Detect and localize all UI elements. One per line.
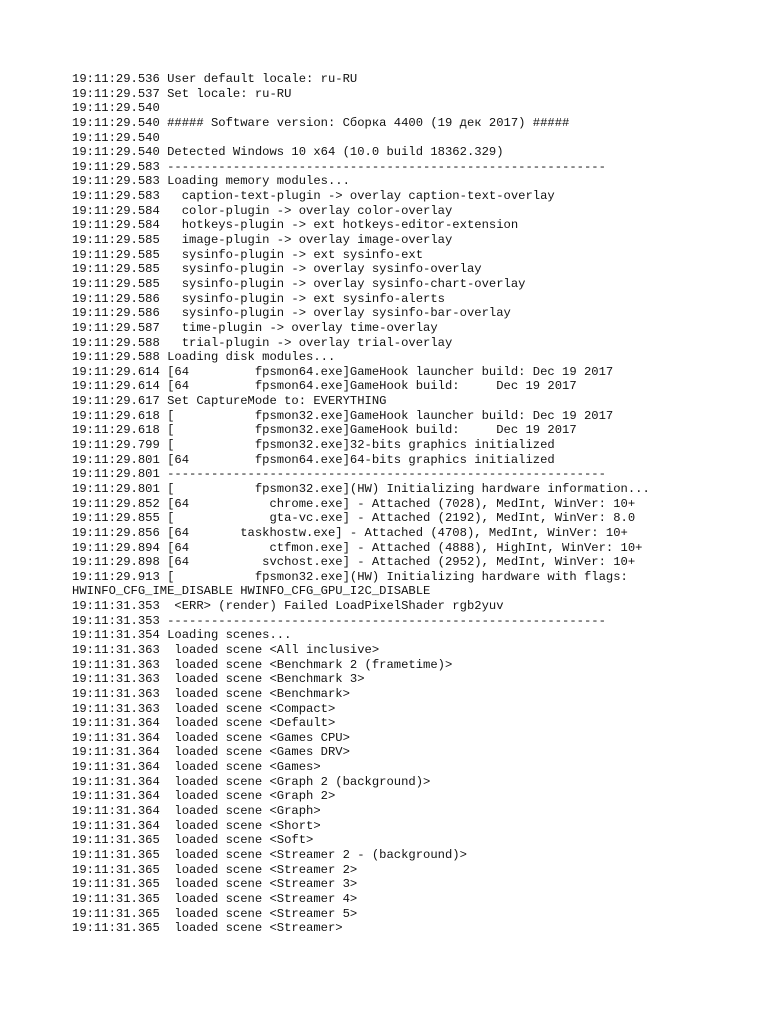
log-line: 19:11:31.363 loaded scene <All inclusive> (72, 642, 380, 657)
log-line: 19:11:29.540 (72, 101, 160, 116)
log-line: 19:11:29.585 image-plugin -> overlay image-overlay (72, 233, 453, 248)
log-line: 19:11:29.584 color-plugin -> overlay color-overlay (72, 203, 453, 218)
log-line: 19:11:29.801 ------------------------------------------------------------ (72, 467, 606, 482)
log-line: 19:11:31.364 loaded scene <Games DRV> (72, 745, 350, 760)
log-line: 19:11:29.801 [64 fpsmon64.exe]64-bits graphics initialized (72, 452, 555, 467)
log-line: HWINFO_CFG_IME_DISABLE HWINFO_CFG_GPU_I2C_DISABLE (72, 584, 431, 599)
log-line: 19:11:29.898 [64 svchost.exe] - Attached (2952), MedInt, WinVer: 10+ (72, 555, 636, 570)
log-line: 19:11:31.365 loaded scene <Soft> (72, 833, 314, 848)
log-line: 19:11:29.617 Set CaptureMode to: EVERYTHING (72, 394, 387, 409)
log-line: 19:11:29.585 sysinfo-plugin -> overlay sysinfo-overlay (72, 262, 482, 277)
log-line: 19:11:29.587 time-plugin -> overlay time-overlay (72, 320, 438, 335)
log-line: 19:11:31.365 loaded scene <Streamer> (72, 921, 343, 936)
log-line: 19:11:31.363 loaded scene <Benchmark 3> (72, 672, 365, 687)
log-line: 19:11:29.583 ------------------------------------------------------------ (72, 159, 606, 174)
log-line: 19:11:31.365 loaded scene <Streamer 4> (72, 891, 358, 906)
log-line: 19:11:31.363 loaded scene <Benchmark> (72, 686, 350, 701)
log-line: 19:11:29.618 [ fpsmon32.exe]GameHook launcher build: Dec 19 2017 (72, 408, 614, 423)
log-line: 19:11:29.540 Detected Windows 10 x64 (10.0 build 18362.329) (72, 145, 504, 160)
log-line: 19:11:31.364 loaded scene <Graph> (72, 804, 321, 819)
log-line: 19:11:29.618 [ fpsmon32.exe]GameHook build: Dec 19 2017 (72, 423, 577, 438)
log-line: 19:11:31.364 loaded scene <Short> (72, 818, 321, 833)
log-line: 19:11:29.583 caption-text-plugin -> overlay caption-text-overlay (72, 189, 555, 204)
log-line: 19:11:29.540 (72, 130, 160, 145)
log-line: 19:11:31.365 loaded scene <Streamer 2 - (background)> (72, 847, 467, 862)
log-line: 19:11:29.583 Loading memory modules... (72, 174, 350, 189)
log-line: 19:11:29.540 ##### Software version: Сборка 4400 (19 дек 2017) ##### (72, 115, 570, 130)
log-line: 19:11:31.364 loaded scene <Graph 2> (72, 789, 336, 804)
log-line: 19:11:31.365 loaded scene <Streamer 3> (72, 877, 358, 892)
log-line: 19:11:29.614 [64 fpsmon64.exe]GameHook build: Dec 19 2017 (72, 379, 577, 394)
log-line: 19:11:29.614 [64 fpsmon64.exe]GameHook launcher build: Dec 19 2017 (72, 364, 614, 379)
log-line: 19:11:31.365 loaded scene <Streamer 2> (72, 862, 358, 877)
log-line: 19:11:29.913 [ fpsmon32.exe](HW) Initializing hardware with flags: (72, 569, 628, 584)
log-line: 19:11:29.801 [ fpsmon32.exe](HW) Initializing hardware information... (72, 481, 650, 496)
log-line: 19:11:29.894 [64 ctfmon.exe] - Attached (4888), HighInt, WinVer: 10+ (72, 540, 643, 555)
log-line: 19:11:31.353 ------------------------------------------------------------ (72, 613, 606, 628)
log-line: 19:11:29.588 trial-plugin -> overlay trial-overlay (72, 335, 453, 350)
log-line: 19:11:31.365 loaded scene <Streamer 5> (72, 906, 358, 921)
log-line: 19:11:29.585 sysinfo-plugin -> ext sysinfo-ext (72, 247, 424, 262)
log-line: 19:11:29.586 sysinfo-plugin -> ext sysinfo-alerts (72, 291, 445, 306)
log-line: 19:11:31.364 loaded scene <Graph 2 (background)> (72, 774, 431, 789)
log-line: 19:11:31.364 loaded scene <Games> (72, 760, 321, 775)
log-line: 19:11:29.586 sysinfo-plugin -> overlay sysinfo-bar-overlay (72, 306, 511, 321)
log-line: 19:11:29.588 Loading disk modules... (72, 350, 336, 365)
log-line: 19:11:29.536 User default locale: ru-RU (72, 72, 358, 86)
log-line: 19:11:31.354 Loading scenes... (72, 628, 292, 643)
log-line: 19:11:29.585 sysinfo-plugin -> overlay sysinfo-chart-overlay (72, 276, 526, 291)
log-line: 19:11:31.363 loaded scene <Compact> (72, 701, 336, 716)
log-line: 19:11:31.353 <ERR> (render) Failed LoadPixelShader rgb2yuv (72, 599, 504, 614)
log-line: 19:11:31.364 loaded scene <Default> (72, 716, 336, 731)
log-line: 19:11:29.852 [64 chrome.exe] - Attached (7028), MedInt, WinVer: 10+ (72, 496, 636, 511)
log-line: 19:11:31.364 loaded scene <Games CPU> (72, 730, 350, 745)
log-line: 19:11:29.855 [ gta-vc.exe] - Attached (2192), MedInt, WinVer: 8.0 (72, 511, 636, 526)
log-line: 19:11:29.799 [ fpsmon32.exe]32-bits graphics initialized (72, 438, 555, 453)
log-text-block (72, 72, 712, 936)
log-line: 19:11:29.856 [64 taskhostw.exe] - Attached (4708), MedInt, WinVer: 10+ (72, 525, 628, 540)
log-line: 19:11:29.537 Set locale: ru-RU (72, 86, 292, 101)
log-line: 19:11:29.584 hotkeys-plugin -> ext hotkeys-editor-extension (72, 218, 519, 233)
log-line: 19:11:31.363 loaded scene <Benchmark 2 (frametime)> (72, 657, 453, 672)
